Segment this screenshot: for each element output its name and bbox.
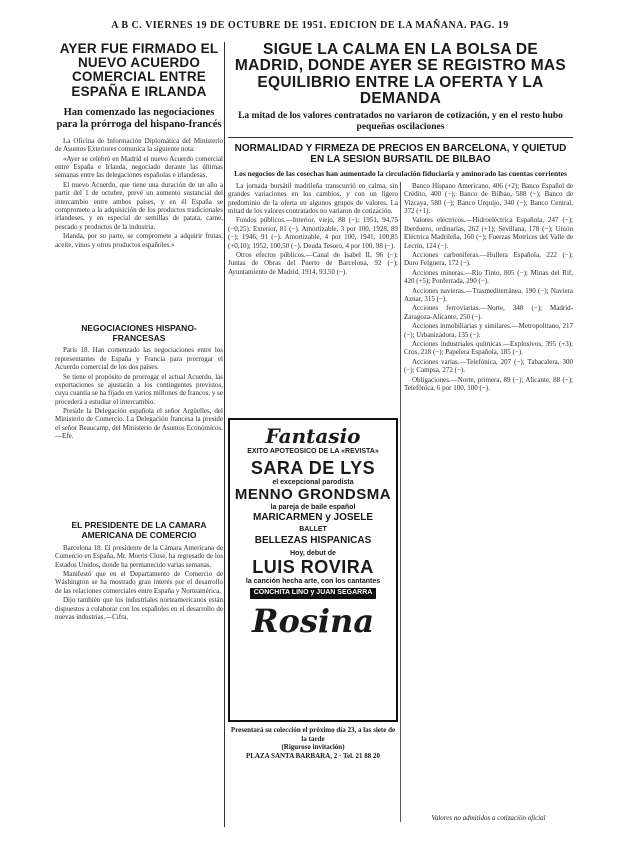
left-article-body (55, 137, 223, 319)
paragraph: Obligaciones.—Norte, primera, 89 (−); Alicante, 88 (−); Telefónica, 6 por 100, 100 (−). (404, 375, 573, 392)
market-report (228, 182, 573, 822)
ad-footer (228, 726, 398, 761)
star-name: LUIS ROVIRA (252, 557, 374, 578)
right-subhead: La mitad de los valores contratados no variaron de cotización, y en el resto hubo pequeñas oscilaciones (238, 111, 563, 132)
paragraph: Manifestó que en el Departamento de Comercio de Wáshington se ha mostrado gran interés por el desarrollo de las relaciones comerciales entre España y Norteamérica. (55, 570, 223, 595)
section-title-negociaciones: NEGOCIACIONES HISPANO-FRANCESAS (81, 322, 197, 343)
ad-line: EXITO APOTEOSICO DE LA «REVISTA» (247, 447, 379, 455)
ad-line: el excepcional parodista (272, 479, 354, 487)
ad-line: Hoy, debut de (290, 549, 336, 557)
paragraph: Acciones mineras.—Río Tinto, 805 (−); Minas del Rif, 420 (+5); Ponferrada, 290 (−). (404, 268, 573, 286)
ad-line: la pareja de baile español (270, 503, 356, 511)
right-intro: Los negocios de las cosechas han aumentado la circulación fiduciaria y aminorado las cuentas corrientes (234, 168, 567, 178)
paragraph: Banco Hispano Americano, 406 (+2); Banco Español de Crédito, 400 (−); Banco de Bilbao, 588 (−); Banco de Vizcaya, 580 (−); Banco Urquijo, 340 (−); Banco Central, 372 (+1). (404, 181, 573, 216)
venue-name: Fantasio (265, 423, 361, 448)
paragraph: La Oficina de Información Diplomática del Ministerio de Asuntos Exteriores comunica la siguiente nota: (55, 136, 223, 154)
paragraph: «Ayer se celebró en Madrid el nuevo Acuerdo comercial entre España e Irlanda, negociado durante las últimas semanas entre las delegaciones españolas e irlandesas. (55, 154, 223, 180)
ad-line: BALLET (299, 526, 327, 534)
paragraph: Acciones varias.—Telefónica, 207 (−); Tabacalera, 300 (−); Campsa, 272 (−). (404, 357, 573, 375)
section-title-camara: EL PRESIDENTE DE LA CAMARA AMERICANA DE COMERCIO (71, 520, 207, 541)
paragraph: Se tiene el propósito de prorrogar el actual Acuerdo, las exportaciones se ajustarán a los contingentes previstos, cuya cuantía se ha fijado en varios millones de francos, y se procederá a estudiar el intercambio. (55, 372, 223, 406)
left-subhead: Han comenzado las negociaciones para la prórroga del hispano-francés (56, 106, 222, 130)
column-divider (400, 182, 401, 822)
paragraph: Acciones ferroviarias.—Norte, 348 (−); Madrid-Zaragoza-Alicante, 250 (−). (404, 304, 573, 321)
column-divider (224, 42, 225, 827)
paragraph: Irlanda, por su parte, se compromete a adquirir frutas, aceite, vinos y otros productos españoles.» (55, 232, 223, 249)
dance-pair: MARICARMEN y JOSELE (252, 512, 373, 524)
market-column-a (228, 182, 398, 410)
ad-footer-line: PLAZA SANTA BARBARA, 2 · Tel. 21 88 20 (245, 752, 381, 761)
paragraph: La jornada bursátil madrileña transcurrió en calma, sin grandes variaciones en los cambios, y con un ligero predominio de la oferta en algunos grupos de valores. La mitad de los valores contratados no variaron de cotización. (228, 181, 398, 216)
paragraph: El nuevo Acuerdo, que tiene una duración de un año a partir del 1 de octubre, prevé un aumento sustancial del intercambio entre ambos países, y en él España se compromete a la adquisición de los productos tradicionales irlandeses, y en especial de semillas de patata, carne, pescado y productos de la industria. (55, 180, 223, 231)
singers: CONCHITA LINO y JUAN SEGARRA (250, 588, 377, 598)
paragraph: Barcelona 18. El presidente de la Cámara Americana de Comercio en España, Mr. Morris Close, ha regresado de los Estados Unidos, donde ha permanecido varias semanas. (55, 543, 223, 569)
paragraph: Fondos públicos.—Interior, viejo, 88 (−); 1951, 94,75 (−0,25). Exterior, 81 (−). Amortizable, 3 por 100, 1928, 89 (−); 1946, 91 (−). Amortizable, 4 por 100, 1941, 100,85 (+0,10); 1952, 100,50 (−). Deuda Tesoro, 4 por 100, 98 (−). (228, 216, 398, 250)
market-column-b (404, 182, 573, 822)
bottom-note: Valores no admitidos a cotización oficial (431, 813, 546, 822)
section-body-camara (55, 544, 223, 739)
section-body-negociaciones (55, 346, 223, 516)
paragraph: Valores eléctricos.—Hidroeléctrica Española, 247 (−); Iberduero, ordinarias, 262 (+1); Sevillana, 178 (−); Unión Eléctrica Madrileña, 160 (−); Fuerzas Motrices del Valle de Lecrín, 124 (−). (404, 216, 573, 250)
paragraph: Acciones navieras.—Trasmediterránea, 190 (−); Naviera Aznar, 315 (−). (404, 286, 573, 303)
star-name: SARA DE LYS (250, 458, 376, 479)
paragraph: Dijo también que los industriales norteamericanos están dispuestos a colaborar con los españoles en el desarrollo de nuevas industrias.—Cifra. (55, 596, 223, 621)
running-head: A B C. VIERNES 19 DE OCTUBRE DE 1951. EDICION DE LA MAÑANA. PAG. 19 (111, 20, 509, 31)
paragraph: Acciones inmobiliarias y similares.—Metropolitano, 217 (−); Urbanizadora, 135 (−). (404, 322, 573, 339)
ad-footer-line: (Riguroso invitación) (281, 743, 345, 752)
ballet-name: BELLEZAS HISPANICAS (254, 534, 372, 546)
right-section-head: NORMALIDAD Y FIRMEZA DE PRECIOS EN BARCELONA, Y QUIETUD EN LA SESION BURSATIL DE BILBAO (234, 142, 567, 166)
singers-wrap (230, 588, 396, 598)
divider (228, 137, 573, 138)
theater-advertisement (228, 418, 398, 722)
show-name: Rosina (251, 601, 375, 640)
paragraph: Preside la Delegación española el señor Argüelles, del Ministerio de Comercio. La Delegación francesa la preside el señor Beaucamp, del Ministerio de Asuntos Económicos.—Efe. (55, 407, 223, 441)
star-name: MENNO GRONDSMA (234, 486, 392, 504)
left-headline: AYER FUE FIRMADO EL NUEVO ACUERDO COMERCIAL ENTRE ESPAÑA E IRLANDA (59, 41, 219, 99)
right-column (228, 42, 573, 822)
ad-footer-line: Presentará su colección el próximo día 23, a las siete de la tarde (230, 725, 396, 743)
left-column (55, 42, 223, 739)
paragraph: Otros efectos públicos.—Canal de Isabel II, 96 (−); Juntas de Obras del Puerto de Barcelona, 92 (−); Ayuntamiento de Madrid, 1914, 93,50 (−). (228, 251, 398, 276)
paragraph: Acciones industriales químicas.—Explosivos, 395 (+3); Cros, 218 (−); Papelera Española, 185 (−). (404, 339, 573, 357)
paragraph: París 18. Han comenzado las negociaciones entre los representantes de España y Francia para prorrogar el Acuerdo comercial de los dos países. (55, 346, 223, 372)
right-headline: SIGUE LA CALMA EN LA BOLSA DE MADRID, DONDE AYER SE REGISTRO MAS EQUILIBRIO ENTRE LA OFERTA Y LA DEMANDA (234, 41, 567, 107)
paragraph: Acciones carboníferas.—Hullera Española, 222 (−); Duro Felguera, 172 (−). (404, 251, 573, 268)
ad-line: la canción hecha arte, con los cantantes (245, 577, 381, 585)
